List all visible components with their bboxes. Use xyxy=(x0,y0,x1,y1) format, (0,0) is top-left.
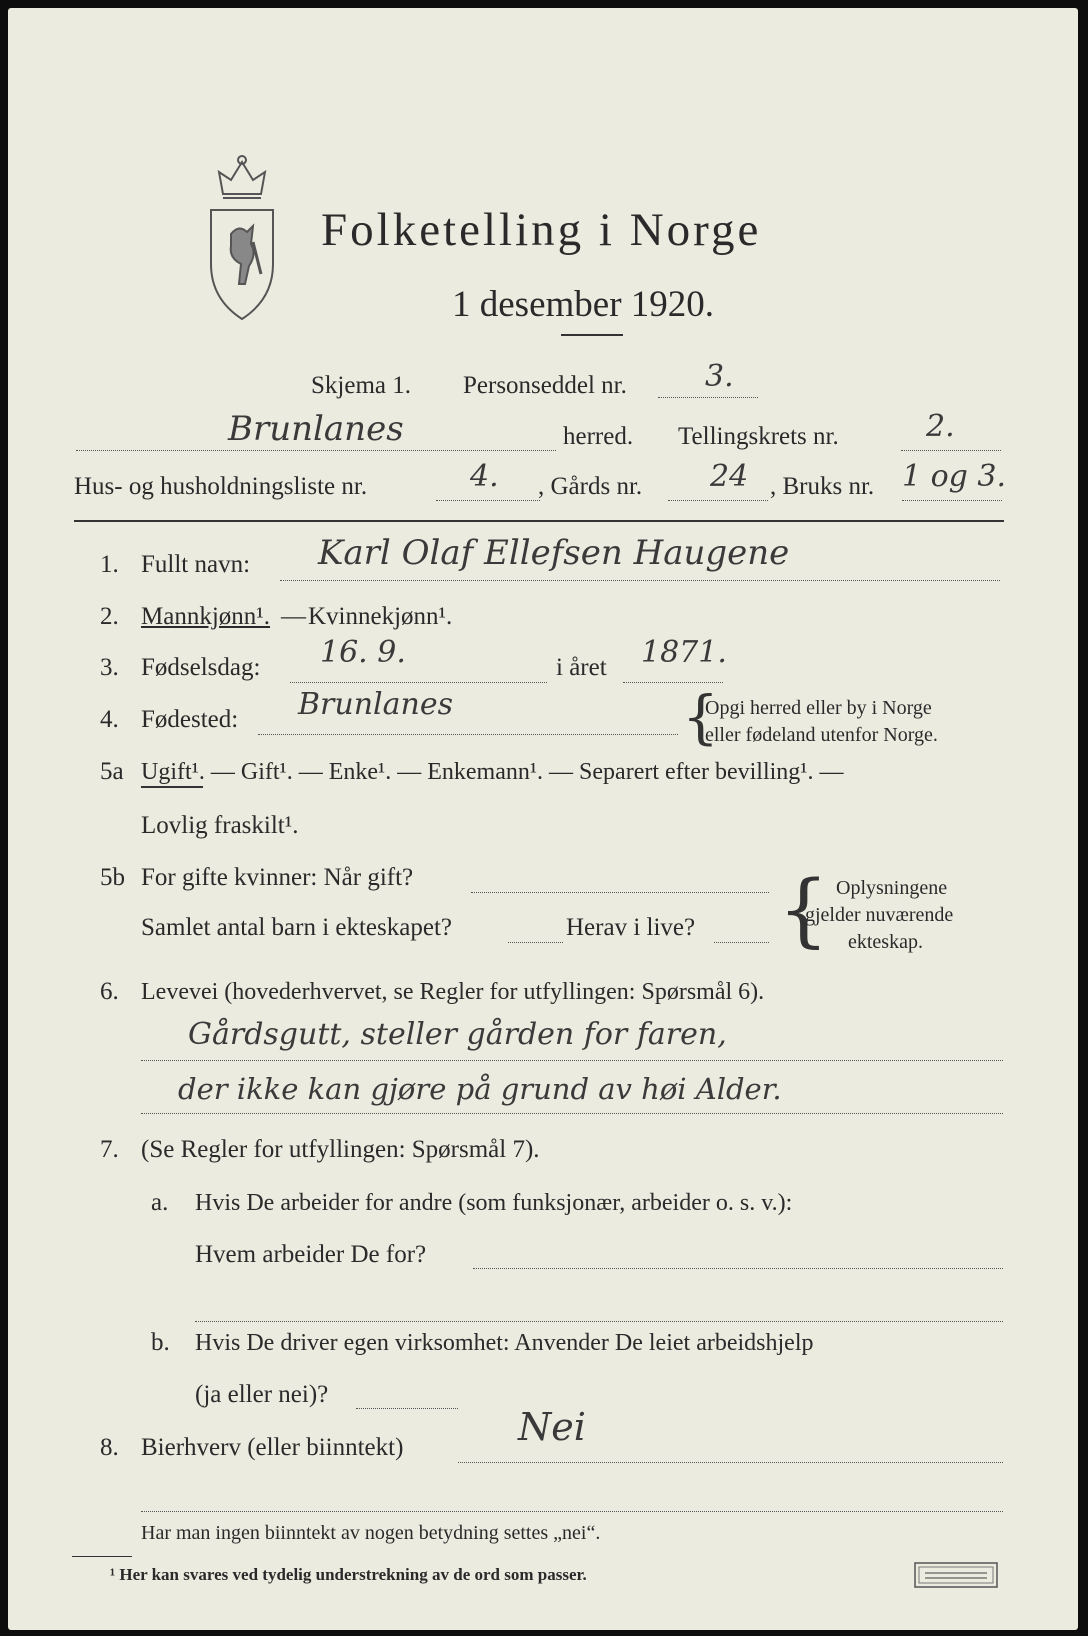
q4-note-line2: eller fødeland utenfor Norge. xyxy=(705,724,938,746)
gards-value: 24 xyxy=(710,459,749,494)
skjema-label: Skjema 1. xyxy=(311,372,411,399)
q2-female-option: Kvinnekjønn¹. xyxy=(308,603,453,630)
q5b-brace: { xyxy=(778,863,829,956)
q7b-label2: (ja eller nei)? xyxy=(195,1381,329,1408)
q5a-ugift-underline xyxy=(141,786,203,788)
q8-value: Nei xyxy=(518,1405,586,1449)
bruks-value: 1 og 3. xyxy=(902,459,1007,494)
q4-number: 4. xyxy=(100,706,119,733)
q7-number: 7. xyxy=(100,1136,119,1163)
q3-number: 3. xyxy=(100,654,119,681)
q7b-label: Hvis De driver egen virksomhet: Anvender De leiet arbeidshjelp xyxy=(195,1330,814,1356)
q3-label: Fødselsdag: xyxy=(141,654,261,681)
q3-birthday-value: 16. 9. xyxy=(320,635,406,670)
gards-label: , Gårds nr. xyxy=(538,473,643,500)
q6-label: Levevei (hovederhvervet, se Regler for utfyllingen: Spørsmål 6). xyxy=(141,979,765,1005)
footnote: ¹ Her kan svares ved tydelig understrekning av de ord som passer. xyxy=(110,1565,587,1584)
q5b-note-line3: ekteskap. xyxy=(848,931,923,953)
q2-separator: — xyxy=(281,603,306,630)
q5b-label-married: For gifte kvinner: Når gift? xyxy=(141,864,414,891)
q5a-options: Ugift¹. — Gift¹. — Enke¹. — Enkemann¹. — Separert efter bevilling¹. — xyxy=(141,759,844,785)
personseddel-value: 3. xyxy=(705,359,734,394)
q7a-label: Hvis De arbeider for andre (som funksjonær, arbeider o. s. v.): xyxy=(195,1190,793,1216)
q4-birthplace-value: Brunlanes xyxy=(298,687,453,722)
q4-note-line1: Opgi herred eller by i Norge xyxy=(705,697,932,719)
q5a-number: 5a xyxy=(100,758,124,785)
q1-number: 1. xyxy=(100,551,119,578)
census-form xyxy=(8,8,1078,1630)
herred-label: herred. xyxy=(563,423,634,450)
q1-name-value: Karl Olaf Ellefsen Haugene xyxy=(318,533,790,573)
bruks-label: , Bruks nr. xyxy=(770,473,875,500)
q5a-options-line2: Lovlig fraskilt¹. xyxy=(141,812,299,839)
footnote-rule xyxy=(72,1556,132,1557)
hus-value: 4. xyxy=(470,459,499,494)
q1-label: Fullt navn: xyxy=(141,551,251,578)
footer-note: Har man ingen biinntekt av nogen betydning settes „nei“. xyxy=(141,1522,601,1544)
q3-year-value: 1871. xyxy=(641,635,727,670)
q3-year-label: i året xyxy=(556,654,607,681)
q6-occupation-line2: der ikke kan gjøre på grund av høi Alder. xyxy=(178,1072,782,1106)
hus-label: Hus- og husholdningsliste nr. xyxy=(74,473,368,500)
q5b-label-children: Samlet antal barn i ekteskapet? xyxy=(141,914,452,941)
q5b-label-alive: Herav i live? xyxy=(566,914,696,941)
q8-number: 8. xyxy=(100,1434,119,1461)
q6-occupation-line1: Gårdsgutt, steller gården for faren, xyxy=(188,1017,727,1052)
q4-label: Fødested: xyxy=(141,706,239,733)
tellingskrets-value: 2. xyxy=(926,409,955,444)
q5b-note-line2: gjelder nuværende xyxy=(805,904,954,926)
printer-stamp-icon xyxy=(913,1561,999,1589)
q2-male-option: Mannkjønn¹. xyxy=(141,603,271,630)
q4-brace: { xyxy=(682,683,719,751)
q7a-letter: a. xyxy=(151,1189,169,1216)
q7-label: (Se Regler for utfyllingen: Spørsmål 7). xyxy=(141,1136,540,1163)
q5b-number: 5b xyxy=(100,864,125,891)
herred-value: Brunlanes xyxy=(228,409,404,449)
q8-label: Bierhverv (eller biinntekt) xyxy=(141,1434,404,1461)
q2-number: 2. xyxy=(100,603,119,630)
q7a-label2: Hvem arbeider De for? xyxy=(195,1241,427,1268)
q5b-note-line1: Oplysningene xyxy=(836,877,948,899)
form-date: 1 desember 1920. xyxy=(452,284,715,325)
tellingskrets-label: Tellingskrets nr. xyxy=(678,423,839,450)
q7b-letter: b. xyxy=(151,1329,170,1356)
q6-number: 6. xyxy=(100,978,119,1005)
personseddel-label: Personseddel nr. xyxy=(463,372,627,399)
section-divider xyxy=(74,520,1004,522)
title-rule xyxy=(561,334,623,336)
coat-of-arms-logo xyxy=(201,154,283,324)
form-title: Folketelling i Norge xyxy=(321,204,762,256)
